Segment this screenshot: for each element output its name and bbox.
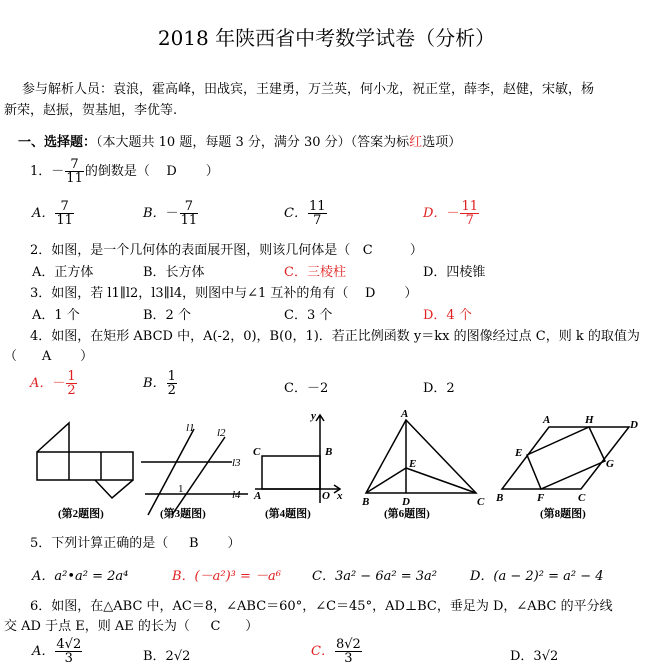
q4-option-a bbox=[30, 370, 78, 397]
q1-a-den: 11 bbox=[56, 213, 73, 228]
section-title: 一、选择题： bbox=[18, 135, 97, 150]
q4-a-num: 1 bbox=[67, 369, 76, 384]
q1-neg-sign: － bbox=[51, 164, 65, 179]
q1-d-den: 7 bbox=[465, 213, 474, 228]
q6-option-d: D．3√2 bbox=[510, 649, 559, 664]
q1-option-d bbox=[423, 200, 480, 227]
q4-answer-line bbox=[4, 345, 93, 364]
figure-6-triangle bbox=[366, 420, 476, 493]
q4-a-label: A． bbox=[30, 376, 53, 391]
q4-open: （ bbox=[4, 349, 18, 364]
q1-d-neg: － bbox=[446, 206, 460, 221]
q4-close: ） bbox=[80, 349, 94, 364]
q1-answer: D bbox=[166, 164, 177, 179]
q6-option-a bbox=[32, 638, 83, 665]
f6-label-c: C bbox=[477, 496, 485, 508]
label-l3: l3 bbox=[232, 457, 241, 469]
f4-label-a: A bbox=[254, 490, 262, 502]
question-6-line-2 bbox=[4, 615, 258, 634]
f4-label-x: x bbox=[337, 490, 343, 502]
q2-text: 2．如图，是一个几何体的表面展开图，则该几何体是（ bbox=[30, 243, 351, 258]
caption-fig2: (第2题图) bbox=[58, 508, 104, 520]
q5-close: ） bbox=[227, 536, 241, 551]
figure-3-parallel-lines bbox=[141, 429, 248, 515]
q6-answer: C bbox=[210, 619, 221, 634]
question-1 bbox=[30, 158, 219, 185]
q1-c-num: 11 bbox=[308, 199, 326, 214]
q1-text: 的倒数是（ bbox=[84, 164, 150, 179]
q1-c-den: 7 bbox=[313, 213, 322, 228]
label-l2: l2 bbox=[217, 427, 226, 439]
q1-d-label: D． bbox=[423, 206, 447, 221]
q6-a-num: 4√2 bbox=[56, 637, 82, 652]
label-l4: l4 bbox=[232, 489, 241, 501]
q1-denominator: 11 bbox=[66, 171, 83, 186]
q1-fraction bbox=[65, 158, 84, 185]
q1-b-neg: － bbox=[165, 206, 179, 221]
q6-c-label: C． bbox=[311, 644, 334, 659]
q2-option-a: A．正方体 bbox=[32, 265, 94, 280]
q6-close: ） bbox=[245, 619, 259, 634]
label-l1: l1 bbox=[186, 422, 195, 434]
q1-b-num: 7 bbox=[180, 200, 199, 214]
q1-a-fraction bbox=[55, 200, 74, 227]
f8-label-b: B bbox=[496, 492, 504, 504]
f8-label-g: G bbox=[606, 458, 614, 470]
f4-label-b: B bbox=[325, 446, 333, 458]
q2-option-b: B．长方体 bbox=[143, 265, 205, 280]
q1-close: ） bbox=[205, 164, 219, 179]
q6-option-b: B．2√2 bbox=[143, 649, 191, 664]
q6-a-label: A． bbox=[32, 644, 55, 659]
q3-text: 3．如图，若 l1∥l2，l3∥l4，则图中与∠1 互补的角有（ bbox=[30, 286, 349, 301]
q1-number: 1． bbox=[30, 164, 52, 179]
f8-label-d: D bbox=[630, 419, 638, 431]
q6-text: 交 AD 于点 E，则 AE 的长为（ bbox=[4, 619, 190, 634]
f4-label-c: C bbox=[253, 446, 261, 458]
q6-c-fraction bbox=[335, 638, 362, 665]
q4-option-b bbox=[143, 370, 178, 397]
q3-option-d: D．4 个 bbox=[423, 308, 472, 323]
q1-c-label: C． bbox=[284, 206, 307, 221]
q1-c-fraction bbox=[308, 200, 327, 227]
q4-option-d: D．2 bbox=[423, 381, 455, 396]
q3-option-b: B．2 个 bbox=[143, 308, 191, 323]
f8-label-h: H bbox=[585, 414, 594, 426]
question-5 bbox=[30, 532, 240, 551]
question-4: 4．如图，在矩形 ABCD 中，A(-2，0)，B(0，1)．若正比例函数 y＝kx 的图像经过点 C，则 k 的取值为 bbox=[30, 329, 640, 344]
contributors-line-2: 新荣，赵振，贺基旭，李优等. bbox=[4, 103, 178, 118]
caption-fig8: (第8题图) bbox=[540, 508, 586, 520]
caption-fig6: (第6题图) bbox=[384, 508, 430, 520]
q5-option-a: A．a²•a² = 2a⁴ bbox=[32, 569, 129, 584]
q4-answer: A bbox=[41, 349, 52, 364]
q1-b-fraction bbox=[180, 200, 199, 227]
f6-label-a: A bbox=[401, 408, 409, 420]
question-3 bbox=[30, 282, 417, 301]
q3-option-c: C．3 个 bbox=[284, 308, 333, 323]
f4-label-y: y bbox=[311, 410, 316, 422]
q6-a-den: 3 bbox=[64, 651, 73, 666]
contributors-line-1: 参与解析人员：袁浪，霍高峰，田战宾，王建勇，万兰英，何小龙，祝正堂，薛李，赵健，宋敏，杨 bbox=[22, 82, 595, 97]
f6-label-e: E bbox=[409, 458, 417, 470]
section-desc-end: 选项） bbox=[422, 135, 462, 150]
q6-c-den: 3 bbox=[344, 651, 353, 666]
q3-answer: D bbox=[364, 286, 376, 301]
question-2 bbox=[30, 239, 423, 258]
q4-a-fraction bbox=[66, 370, 76, 397]
f8-label-c: C bbox=[578, 492, 586, 504]
q1-a-num: 7 bbox=[55, 200, 74, 214]
q5-answer: B bbox=[188, 536, 199, 551]
section-desc: （本大题共 10 题，每题 3 分，满分 30 分）（答案为标 bbox=[96, 135, 410, 150]
label-angle-1: 1 bbox=[178, 483, 184, 495]
section-red-word: 红 bbox=[409, 135, 423, 150]
page-title: 2018 年陕西省中考数学试卷（分析） bbox=[157, 26, 496, 50]
q4-a-den: 2 bbox=[67, 383, 76, 398]
f8-label-f: F bbox=[537, 492, 545, 504]
question-6-line-1: 6．如图，在△ABC 中，AC＝8，∠ABC＝60°，∠C＝45°，AD⊥BC，垂足为 D，∠ABC 的平分线 bbox=[30, 599, 613, 614]
f6-label-b: B bbox=[362, 496, 370, 508]
f6-label-d: D bbox=[402, 496, 410, 508]
q4-option-c: C．－2 bbox=[284, 381, 329, 396]
q2-close: ） bbox=[409, 243, 423, 258]
q3-option-a: A．1 个 bbox=[32, 308, 80, 323]
q5-option-d: D．(a − 2)² = a² − 4 bbox=[470, 569, 604, 584]
figure-2-prism-net bbox=[37, 423, 133, 498]
q3-close: ） bbox=[404, 286, 418, 301]
q4-b-num: 1 bbox=[167, 369, 176, 384]
q1-d-fraction bbox=[460, 200, 479, 227]
q2-option-d: D．四棱锥 bbox=[423, 265, 486, 280]
caption-fig4: (第4题图) bbox=[265, 508, 311, 520]
q6-c-num: 8√2 bbox=[335, 637, 361, 652]
f8-label-e: E bbox=[515, 447, 523, 459]
q1-b-den: 11 bbox=[180, 213, 198, 228]
q5-option-b: B．(－a²)³ = －a⁶ bbox=[172, 569, 281, 584]
q6-option-c bbox=[311, 638, 363, 665]
q1-option-b bbox=[143, 200, 199, 227]
q2-answer: C bbox=[362, 243, 373, 258]
q4-b-fraction bbox=[167, 370, 177, 397]
q6-a-fraction bbox=[55, 638, 82, 665]
q1-d-num: 11 bbox=[461, 199, 478, 214]
q1-numerator: 7 bbox=[65, 158, 84, 172]
q5-option-c: C．3a² − 6a² = 3a² bbox=[312, 569, 437, 584]
q1-a-label: A． bbox=[32, 206, 55, 221]
q1-option-c bbox=[284, 200, 328, 227]
figures-row bbox=[0, 405, 653, 525]
q5-text: 5．下列计算正确的是（ bbox=[30, 536, 169, 551]
q1-b-label: B． bbox=[143, 206, 166, 221]
f4-label-o: O bbox=[322, 490, 330, 502]
q1-option-a bbox=[32, 200, 75, 227]
q4-a-neg: － bbox=[52, 376, 66, 391]
q4-b-label: B． bbox=[143, 376, 166, 391]
f8-label-a: A bbox=[543, 414, 551, 426]
caption-fig3: (第3题图) bbox=[160, 508, 206, 520]
q4-b-den: 2 bbox=[167, 383, 176, 398]
section-heading bbox=[18, 131, 461, 150]
q2-option-c: C．三棱柱 bbox=[284, 265, 346, 280]
